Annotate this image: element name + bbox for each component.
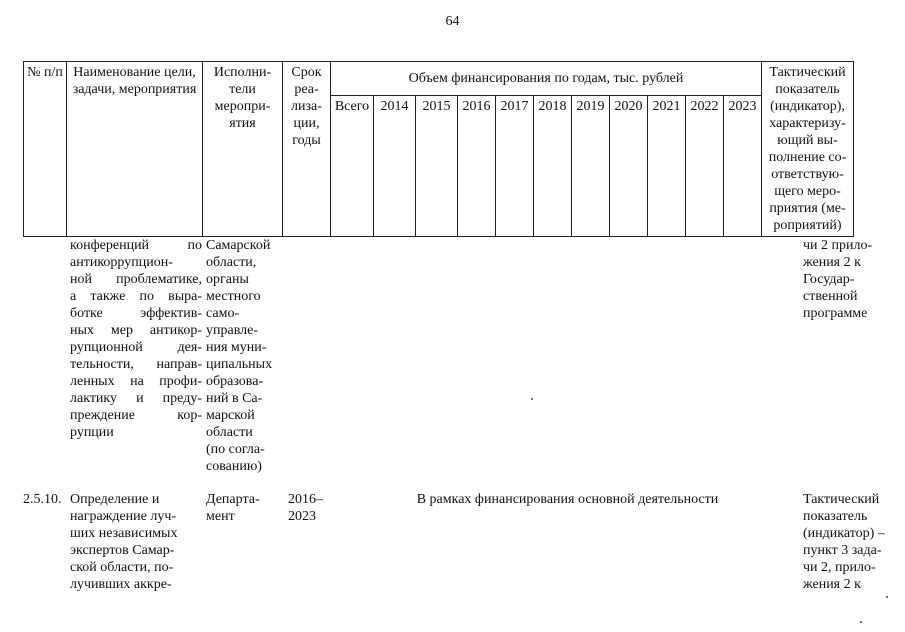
header-year: 2023 (724, 95, 762, 236)
header-year: 2015 (416, 95, 458, 236)
row-executor-line: ния муни- (206, 340, 267, 355)
row-indicator-line: показатель (803, 509, 868, 524)
header-total: Всего (331, 95, 374, 236)
row-indicator-line: жения 2 к (803, 577, 861, 592)
row-executor-line: (по согла- (206, 442, 265, 457)
row-executor-line: Департа- (206, 492, 260, 507)
row-executor-line: области, (206, 255, 257, 270)
row-executors (204, 237, 286, 475)
row-indicator-line: чи 2 прило- (803, 238, 873, 253)
row-name-line: конференций по (70, 238, 202, 253)
table-row (23, 237, 893, 475)
header-year: 2016 (458, 95, 496, 236)
scan-speck (860, 621, 862, 623)
row-indicator-line: жения 2 к (803, 255, 861, 270)
row-indicator-line: Государ- (803, 272, 855, 287)
row-executor-line: управле- (206, 323, 258, 338)
row-indicator-line: Тактический (803, 492, 880, 507)
row-name-line: экспертов Самар- (70, 543, 175, 558)
row-term (286, 237, 334, 475)
row-name-line: Определение и (70, 492, 160, 507)
row-executor-line: органы (206, 272, 249, 287)
row-name-line: ных мер антикор- (70, 323, 202, 338)
table-header (23, 61, 854, 237)
row-name-line: рупции (70, 425, 114, 440)
row-executor-line: образова- (206, 374, 264, 389)
row-indicator-line: пункт 3 зада- (803, 543, 882, 558)
header-year: 2020 (610, 95, 648, 236)
table-row (23, 491, 893, 593)
header-executors: Исполни-тели меропри-ятия (203, 62, 283, 237)
row-executors (204, 491, 286, 593)
row-name-line: награждение луч- (70, 509, 177, 524)
row-term-line: 2023 (288, 509, 316, 524)
header-term: Срок реа-лиза-ции, годы (283, 62, 331, 237)
row-executor-line: марской (206, 408, 255, 423)
scan-speck (886, 596, 888, 598)
row-name-line: а также по выра- (70, 289, 202, 304)
row-executor-line: ципальных (206, 357, 273, 372)
row-name-line: рупционной дея- (70, 340, 202, 355)
header-year: 2022 (686, 95, 724, 236)
scan-speck (531, 398, 533, 400)
header-year: 2018 (534, 95, 572, 236)
row-name-line: ской области, по- (70, 560, 174, 575)
row-name-line: ной проблематике, (70, 272, 202, 287)
row-executor-line: сованию) (206, 459, 262, 474)
row-executor-line: ний в Са- (206, 391, 263, 406)
row-number: 2.5.10. (23, 492, 62, 507)
row-funding: В рамках финансирования основной деятельности (416, 492, 719, 507)
row-name-line: ботке эффектив- (70, 306, 202, 321)
row-term (286, 491, 334, 593)
header-year: 2021 (648, 95, 686, 236)
row-executor-line: местного (206, 289, 261, 304)
row-term-line: 2016– (288, 492, 323, 507)
row-executor-line: Самарской (206, 238, 271, 253)
row-name-line: ленных на профи- (70, 374, 202, 389)
row-indicator (801, 491, 893, 593)
header-funding: Объем финансирования по годам, тыс. рублей (331, 62, 762, 96)
row-name-line: преждение кор- (70, 408, 202, 423)
header-name: Наименование цели, задачи, мероприятия (67, 62, 203, 237)
row-name-line: антикоррупцион- (70, 255, 173, 270)
header-year: 2017 (496, 95, 534, 236)
header-year: 2014 (374, 95, 416, 236)
row-name (68, 491, 204, 593)
row-funding (334, 237, 801, 475)
header-number: № п/п (24, 62, 67, 237)
table-body (23, 237, 893, 593)
row-name-line: лактику и преду- (70, 391, 202, 406)
page-number: 64 (445, 14, 460, 29)
row-name-line: тельности, направ- (70, 357, 202, 372)
row-executor-line: области (206, 425, 253, 440)
row-indicator (801, 237, 893, 475)
row-indicator-line: ственной (803, 289, 858, 304)
header-year: 2019 (572, 95, 610, 236)
row-indicator-line: (индикатор) – (803, 526, 885, 541)
row-indicator-line: чи 2, прило- (803, 560, 876, 575)
row-executor-line: само- (206, 306, 240, 321)
row-number (23, 237, 68, 475)
row-indicator-line: программе (803, 306, 868, 321)
row-name-line: ших независимых (70, 526, 178, 541)
row-name (68, 237, 204, 475)
row-executor-line: мент (206, 509, 235, 524)
row-name-line: лучивших аккре- (70, 577, 172, 592)
header-indicator: Тактический показатель (индикатор), характеризу-ющий вы-полнение со-ответствую-щего меро-приятия (ме-роприятий) (762, 62, 854, 237)
